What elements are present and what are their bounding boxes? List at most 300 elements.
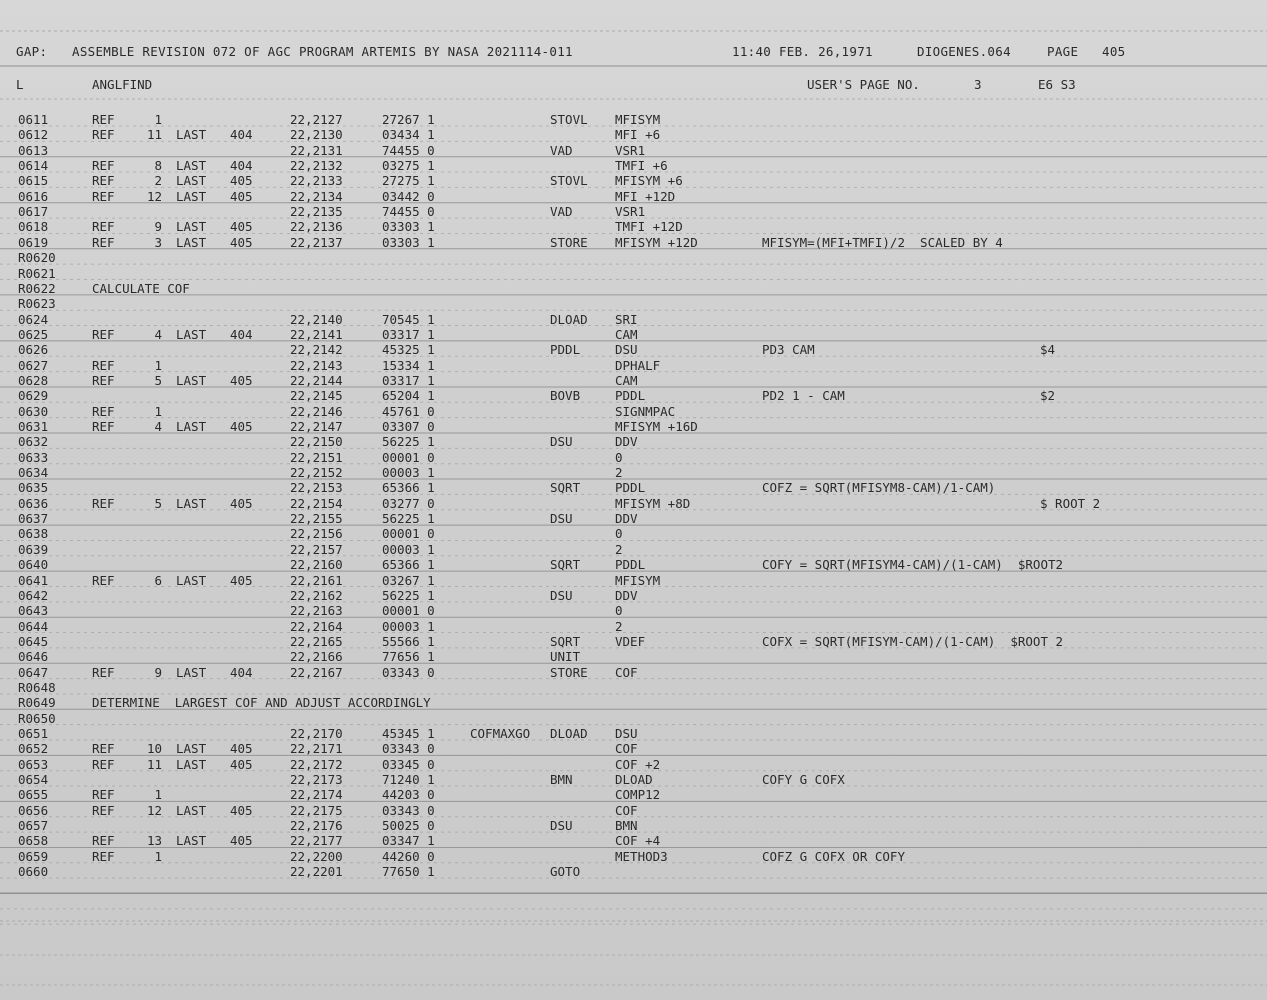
address: 22,2176	[290, 818, 343, 834]
line-number: 0644	[18, 618, 49, 634]
last-page: 405	[230, 802, 253, 818]
last-keyword: LAST	[176, 664, 207, 680]
address: 22,2162	[290, 587, 343, 603]
listing-row	[0, 266, 1267, 282]
address: 22,2174	[290, 787, 343, 803]
listing-row	[0, 419, 1267, 435]
operand: MFISYM +6	[615, 173, 683, 189]
comment-extra: $ ROOT 2	[1040, 495, 1101, 511]
address: 22,2131	[290, 142, 343, 158]
octal-code: 03347 1	[382, 833, 435, 849]
octal-code: 74455 0	[382, 142, 435, 158]
listing-subheader	[14, 77, 1254, 97]
octal-code: 27275 1	[382, 173, 435, 189]
line-number: 0632	[18, 434, 49, 450]
users-page-label: USER'S PAGE NO.	[807, 77, 920, 92]
comment: COFZ G COFX OR COFY	[762, 848, 905, 864]
listing-row	[0, 480, 1267, 496]
listing-row	[0, 695, 1267, 711]
listing-row	[0, 388, 1267, 404]
users-page-number: 3	[974, 77, 982, 92]
operand: SRI	[615, 311, 638, 327]
ref-keyword: REF	[92, 234, 115, 250]
operand: TMFI +12D	[615, 219, 683, 235]
octal-code: 03442 0	[382, 188, 435, 204]
comment: PD2 1 - CAM	[762, 388, 845, 404]
operand: DPHALF	[615, 357, 661, 373]
operand: MFI +6	[615, 127, 661, 143]
operand: COF	[615, 802, 638, 818]
listing-row	[0, 219, 1267, 235]
address: 22,2201	[290, 864, 343, 880]
address: 22,2127	[290, 112, 343, 127]
operand: 0	[615, 449, 623, 465]
address: 22,2133	[290, 173, 343, 189]
address: 22,2160	[290, 557, 343, 573]
listing-row	[0, 235, 1267, 251]
octal-code: 03345 0	[382, 756, 435, 772]
octal-code: 70545 1	[382, 311, 435, 327]
section-title: DETERMINE LARGEST COF AND ADJUST ACCORDINGLY	[92, 695, 431, 711]
line-number: 0639	[18, 541, 49, 557]
line-number: 0655	[18, 787, 49, 803]
line-number: 0659	[18, 848, 49, 864]
listing-row	[0, 204, 1267, 220]
address: 22,2143	[290, 357, 343, 373]
opcode: UNIT	[550, 649, 581, 665]
opcode: GOTO	[550, 864, 581, 880]
ref-count: 4	[154, 326, 162, 342]
line-number: 0613	[18, 142, 49, 158]
comment: MFISYM=(MFI+TMFI)/2 SCALED BY 4	[762, 234, 1003, 250]
header-page-label: PAGE	[1047, 44, 1079, 59]
octal-code: 03343 0	[382, 664, 435, 680]
operand: DLOAD	[615, 772, 653, 788]
ref-count: 9	[154, 219, 162, 235]
operand: PDDL	[615, 388, 646, 404]
operand: COF	[615, 664, 638, 680]
line-number: 0611	[18, 112, 49, 127]
line-number: 0646	[18, 649, 49, 665]
last-page: 405	[230, 419, 253, 434]
address: 22,2173	[290, 772, 343, 788]
line-number: R0650	[18, 710, 56, 726]
octal-code: 55566 1	[382, 633, 435, 649]
listing-row	[0, 680, 1267, 696]
octal-code: 74455 0	[382, 204, 435, 220]
line-number: 0656	[18, 802, 49, 818]
listing-row	[0, 143, 1267, 159]
listing-row	[0, 327, 1267, 343]
opcode: STOVL	[550, 173, 588, 189]
address: 22,2177	[290, 833, 343, 849]
listing-row	[0, 818, 1267, 834]
listing-row	[0, 603, 1267, 619]
address: 22,2165	[290, 633, 343, 649]
address: 22,2153	[290, 480, 343, 496]
last-keyword: LAST	[176, 802, 207, 818]
line-number: 0641	[18, 572, 49, 588]
last-keyword: LAST	[176, 234, 207, 250]
listing-row	[0, 112, 1267, 128]
last-keyword: LAST	[176, 833, 207, 849]
address: 22,2134	[290, 188, 343, 204]
ref-keyword: REF	[92, 127, 115, 143]
address: 22,2145	[290, 388, 343, 404]
line-number: 0642	[18, 587, 49, 603]
line-number: 0640	[18, 557, 49, 573]
listing-row	[0, 619, 1267, 635]
listing-row	[0, 557, 1267, 573]
operand: CAM	[615, 372, 638, 388]
ref-keyword: REF	[92, 372, 115, 388]
listing-row	[0, 342, 1267, 358]
operand: COF +4	[615, 833, 661, 849]
header-page-number: 405	[1102, 44, 1126, 59]
ref-count: 9	[154, 664, 162, 680]
line-number: 0660	[18, 864, 49, 880]
address: 22,2136	[290, 219, 343, 235]
line-number: R0621	[18, 265, 56, 281]
address: 22,2175	[290, 802, 343, 818]
address: 22,2170	[290, 726, 343, 741]
listing-row	[0, 189, 1267, 205]
comment-extra: $4	[1040, 342, 1056, 358]
operand: 2	[615, 541, 623, 557]
listing-row	[0, 296, 1267, 312]
ref-count: 12	[146, 802, 162, 818]
address: 22,2156	[290, 526, 343, 542]
listing-row	[0, 312, 1267, 328]
line-number: 0616	[18, 188, 49, 204]
address: 22,2172	[290, 756, 343, 772]
line-number: 0658	[18, 833, 49, 849]
last-keyword: LAST	[176, 756, 207, 772]
octal-code: 00003 1	[382, 618, 435, 634]
octal-code: 65366 1	[382, 557, 435, 573]
line-number: 0627	[18, 357, 49, 373]
listing-row	[0, 450, 1267, 466]
ref-keyword: REF	[92, 756, 115, 772]
operand: 0	[615, 603, 623, 619]
last-page: 405	[230, 833, 253, 849]
opcode: STORE	[550, 664, 588, 680]
comment: PD3 CAM	[762, 342, 815, 358]
address: 22,2166	[290, 649, 343, 665]
line-number: 0619	[18, 234, 49, 250]
operand: SIGNMPAC	[615, 403, 676, 419]
listing-row	[0, 864, 1267, 880]
ref-count: 3	[154, 234, 162, 250]
address: 22,2163	[290, 603, 343, 619]
octal-code: 03307 0	[382, 419, 435, 434]
listing-row	[0, 281, 1267, 297]
line-number: 0630	[18, 403, 49, 419]
address: 22,2147	[290, 419, 343, 434]
last-page: 405	[230, 219, 253, 235]
operand: DDV	[615, 511, 638, 527]
line-number: 0635	[18, 480, 49, 496]
last-keyword: LAST	[176, 372, 207, 388]
listing-header	[14, 44, 1254, 64]
last-page: 405	[230, 173, 253, 189]
listing-row	[0, 127, 1267, 143]
octal-code: 56225 1	[382, 434, 435, 450]
line-number: 0651	[18, 726, 49, 741]
octal-code: 50025 0	[382, 818, 435, 834]
last-keyword: LAST	[176, 188, 207, 204]
ref-count: 1	[154, 357, 162, 373]
line-number: R0622	[18, 280, 56, 296]
ref-keyword: REF	[92, 848, 115, 864]
octal-code: 03303 1	[382, 234, 435, 250]
listing-row	[0, 465, 1267, 481]
sheet-code: E6 S3	[1038, 77, 1076, 92]
address: 22,2130	[290, 127, 343, 143]
listing-row	[0, 665, 1267, 681]
ref-count: 4	[154, 419, 162, 434]
operand: MFISYM	[615, 572, 661, 588]
address: 22,2150	[290, 434, 343, 450]
last-page: 404	[230, 664, 253, 680]
last-page: 405	[230, 495, 253, 511]
opcode: BOVB	[550, 388, 581, 404]
line-number: R0623	[18, 296, 56, 312]
ref-keyword: REF	[92, 403, 115, 419]
header-time: 11:40 FEB. 26,1971	[732, 44, 873, 59]
octal-code: 03343 0	[382, 802, 435, 818]
octal-code: 03317 1	[382, 372, 435, 388]
ref-count: 1	[154, 848, 162, 864]
address: 22,2132	[290, 158, 343, 174]
ref-count: 1	[154, 112, 162, 127]
operand: DDV	[615, 434, 638, 450]
ref-keyword: REF	[92, 188, 115, 204]
octal-code: 03277 0	[382, 495, 435, 511]
operand: CAM	[615, 326, 638, 342]
operand: DSU	[615, 726, 638, 741]
operand: MFISYM +12D	[615, 234, 698, 250]
line-number: 0647	[18, 664, 49, 680]
line-number: 0652	[18, 741, 49, 757]
address: 22,2135	[290, 204, 343, 220]
section-title: CALCULATE COF	[92, 280, 190, 296]
line-number: 0653	[18, 756, 49, 772]
opcode: DLOAD	[550, 311, 588, 327]
ref-count: 6	[154, 572, 162, 588]
operand: 2	[615, 465, 623, 481]
listing-row	[0, 711, 1267, 727]
opcode: BMN	[550, 772, 573, 788]
address: 22,2141	[290, 326, 343, 342]
address: 22,2167	[290, 664, 343, 680]
opcode: VAD	[550, 142, 573, 158]
last-keyword: LAST	[176, 127, 207, 143]
octal-code: 56225 1	[382, 511, 435, 527]
listing-row	[0, 373, 1267, 389]
octal-code: 27267 1	[382, 112, 435, 127]
operand: MFISYM	[615, 112, 661, 127]
ref-keyword: REF	[92, 326, 115, 342]
operand: BMN	[615, 818, 638, 834]
ref-count: 2	[154, 173, 162, 189]
ref-keyword: REF	[92, 572, 115, 588]
address: 22,2154	[290, 495, 343, 511]
last-keyword: LAST	[176, 572, 207, 588]
ref-keyword: REF	[92, 419, 115, 434]
listing-row	[0, 588, 1267, 604]
last-page: 405	[230, 234, 253, 250]
line-number: 0629	[18, 388, 49, 404]
ref-keyword: REF	[92, 787, 115, 803]
subheader-letter: L	[16, 77, 24, 92]
line-number: 0634	[18, 465, 49, 481]
opcode: STORE	[550, 234, 588, 250]
address: 22,2200	[290, 848, 343, 864]
address: 22,2140	[290, 311, 343, 327]
ref-count: 13	[146, 833, 162, 849]
ref-keyword: REF	[92, 158, 115, 174]
listing-row	[0, 757, 1267, 773]
address: 22,2164	[290, 618, 343, 634]
opcode: SQRT	[550, 557, 581, 573]
listing-row	[0, 358, 1267, 374]
listing-row	[0, 787, 1267, 803]
opcode: STOVL	[550, 112, 588, 127]
operand: COF +2	[615, 756, 661, 772]
ref-count: 10	[146, 741, 162, 757]
address: 22,2155	[290, 511, 343, 527]
comment: COFY = SQRT(MFISYM4-CAM)/(1-CAM) $ROOT2	[762, 557, 1064, 573]
operand: MFI +12D	[615, 188, 676, 204]
listing-row	[0, 772, 1267, 788]
address: 22,2152	[290, 465, 343, 481]
listing-row	[0, 173, 1267, 189]
address: 22,2171	[290, 741, 343, 757]
octal-code: 45761 0	[382, 403, 435, 419]
listing-row	[0, 726, 1267, 742]
listing-row	[0, 158, 1267, 174]
opcode: PDDL	[550, 342, 581, 358]
octal-code: 65204 1	[382, 388, 435, 404]
operand: VDEF	[615, 633, 646, 649]
opcode: DLOAD	[550, 726, 588, 741]
listing-row	[0, 250, 1267, 266]
octal-code: 03434 1	[382, 127, 435, 143]
ref-keyword: REF	[92, 802, 115, 818]
last-keyword: LAST	[176, 173, 207, 189]
last-page: 404	[230, 127, 253, 143]
listing-row	[0, 649, 1267, 665]
ref-keyword: REF	[92, 112, 115, 127]
octal-code: 03267 1	[382, 572, 435, 588]
line-number: 0633	[18, 449, 49, 465]
line-number: 0614	[18, 158, 49, 174]
listing-row	[0, 542, 1267, 558]
octal-code: 71240 1	[382, 772, 435, 788]
ref-count: 1	[154, 403, 162, 419]
last-page: 404	[230, 326, 253, 342]
operand: COMP12	[615, 787, 661, 803]
line-number: 0631	[18, 419, 49, 434]
operand: VSR1	[615, 204, 646, 220]
opcode: DSU	[550, 587, 573, 603]
octal-code: 77650 1	[382, 864, 435, 880]
header-gap: GAP:	[16, 44, 48, 59]
octal-code: 44203 0	[382, 787, 435, 803]
line-number: R0649	[18, 695, 56, 711]
last-page: 405	[230, 741, 253, 757]
operand: DDV	[615, 587, 638, 603]
octal-code: 56225 1	[382, 587, 435, 603]
comment-extra: $2	[1040, 388, 1056, 404]
listing-row	[0, 849, 1267, 865]
routine-name: ANGLFIND	[92, 77, 153, 92]
opcode: SQRT	[550, 480, 581, 496]
listing-row	[0, 496, 1267, 512]
operand: PDDL	[615, 480, 646, 496]
listing-row	[0, 573, 1267, 589]
last-keyword: LAST	[176, 741, 207, 757]
listing-row	[0, 434, 1267, 450]
opcode: VAD	[550, 204, 573, 220]
ref-keyword: REF	[92, 173, 115, 189]
ref-count: 1	[154, 787, 162, 803]
line-number: 0617	[18, 204, 49, 220]
opcode: SQRT	[550, 633, 581, 649]
address: 22,2161	[290, 572, 343, 588]
address: 22,2137	[290, 234, 343, 250]
line-number: 0615	[18, 173, 49, 189]
octal-code: 03317 1	[382, 326, 435, 342]
ref-count: 8	[154, 158, 162, 174]
ref-keyword: REF	[92, 741, 115, 757]
operand: MFISYM +16D	[615, 419, 698, 434]
octal-code: 45325 1	[382, 342, 435, 358]
octal-code: 00001 0	[382, 526, 435, 542]
header-user: DIOGENES.064	[917, 44, 1011, 59]
octal-code: 03303 1	[382, 219, 435, 235]
octal-code: 44260 0	[382, 848, 435, 864]
label: COFMAXGO	[470, 726, 531, 741]
listing-row	[0, 526, 1267, 542]
octal-code: 45345 1	[382, 726, 435, 741]
listing-row	[0, 511, 1267, 527]
comment: COFY G COFX	[762, 772, 845, 788]
line-number: 0628	[18, 372, 49, 388]
ref-count: 12	[146, 188, 162, 204]
address: 22,2142	[290, 342, 343, 358]
address: 22,2146	[290, 403, 343, 419]
address: 22,2144	[290, 372, 343, 388]
octal-code: 03275 1	[382, 158, 435, 174]
octal-code: 65366 1	[382, 480, 435, 496]
line-number: R0648	[18, 679, 56, 695]
line-number: 0624	[18, 311, 49, 327]
line-number: R0620	[18, 250, 56, 266]
line-number: 0654	[18, 772, 49, 788]
last-keyword: LAST	[176, 495, 207, 511]
octal-code: 00003 1	[382, 465, 435, 481]
listing-row	[0, 741, 1267, 757]
line-number: 0618	[18, 219, 49, 235]
header-title: ASSEMBLE REVISION 072 OF AGC PROGRAM ARTEMIS BY NASA 2021114-011	[72, 44, 573, 59]
octal-code: 00001 0	[382, 449, 435, 465]
ref-count: 5	[154, 495, 162, 511]
octal-code: 00001 0	[382, 603, 435, 619]
octal-code: 03343 0	[382, 741, 435, 757]
listing-row	[0, 634, 1267, 650]
